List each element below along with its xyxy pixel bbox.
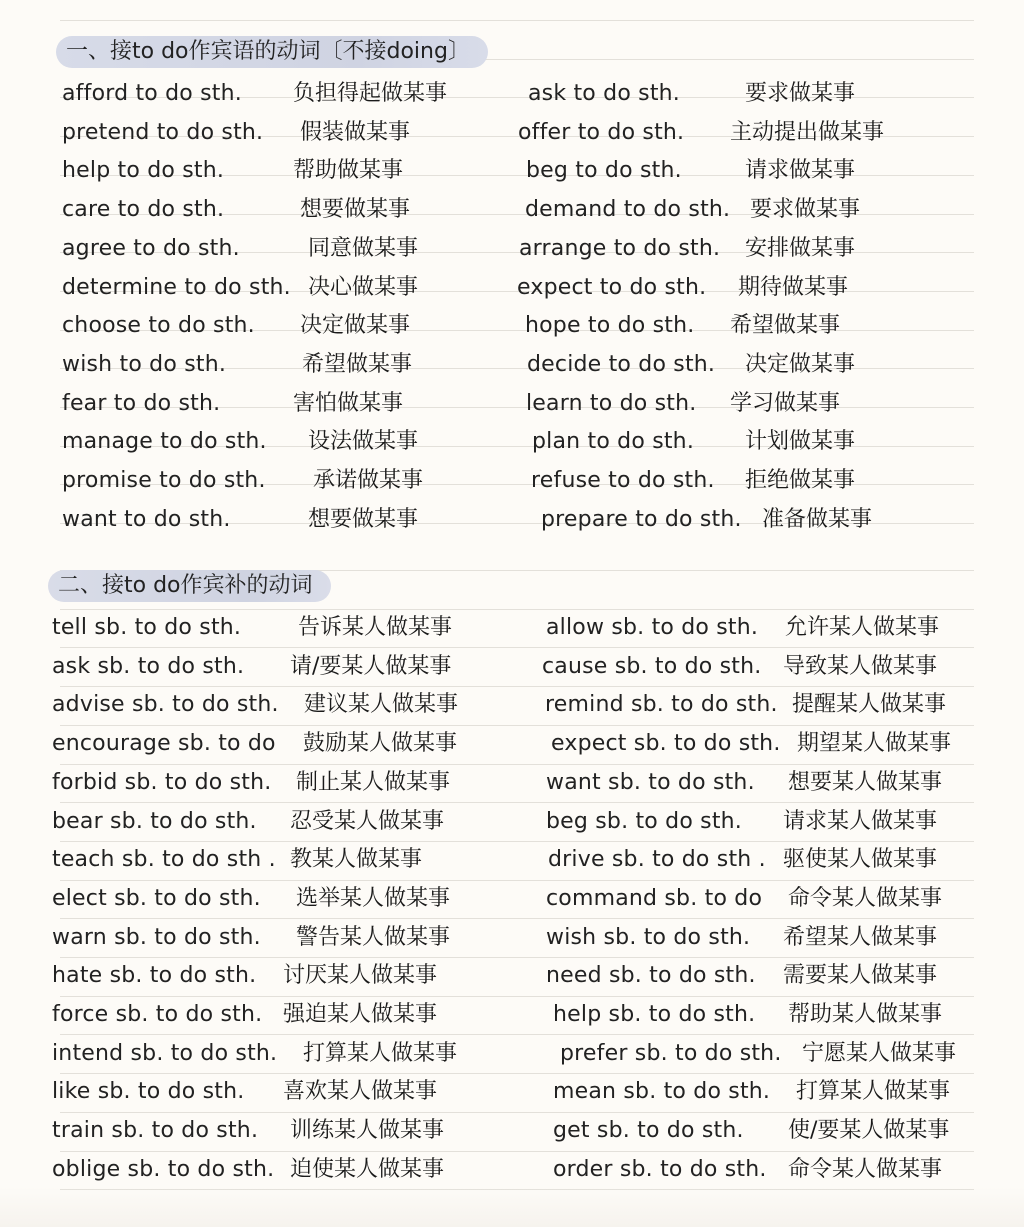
vocab-row (0, 191, 1024, 229)
verb-phrase: demand to do sth. (525, 197, 731, 222)
verb-phrase: decide to do sth. (527, 352, 716, 377)
chinese-meaning: 准备做某事 (762, 507, 873, 532)
chinese-meaning: 请求做某事 (745, 158, 856, 183)
chinese-meaning: 请/要某人做某事 (290, 654, 452, 679)
verb-phrase: wish to do sth. (62, 352, 227, 377)
verb-phrase: refuse to do sth. (531, 468, 715, 493)
chinese-meaning: 决心做某事 (308, 275, 419, 300)
verb-phrase: drive sb. to do sth . (548, 847, 766, 872)
verb-phrase: remind sb. to do sth. (545, 692, 778, 717)
vocab-row (0, 803, 1024, 841)
verb-phrase: manage to do sth. (62, 429, 267, 454)
vocab-row (0, 686, 1024, 724)
verb-phrase: help sb. to do sth. (553, 1002, 756, 1027)
chinese-meaning: 帮助做某事 (293, 158, 404, 183)
vocab-row (0, 230, 1024, 268)
chinese-meaning: 打算某人做某事 (796, 1079, 951, 1104)
vocab-row (0, 1035, 1024, 1073)
rule-line (60, 20, 974, 21)
verb-phrase: arrange to do sth. (519, 236, 721, 261)
chinese-meaning: 驱使某人做某事 (783, 847, 938, 872)
verb-phrase: expect to do sth. (517, 275, 707, 300)
verb-phrase: allow sb. to do sth. (546, 615, 759, 640)
verb-phrase: ask sb. to do sth. (52, 654, 245, 679)
verb-phrase: beg to do sth. (526, 158, 682, 183)
chinese-meaning: 假装做某事 (300, 120, 411, 145)
chinese-meaning: 允许某人做某事 (785, 615, 940, 640)
chinese-meaning: 希望某人做某事 (783, 925, 938, 950)
verb-phrase: offer to do sth. (518, 120, 685, 145)
vocab-row (0, 152, 1024, 190)
chinese-meaning: 训练某人做某事 (290, 1118, 445, 1143)
chinese-meaning: 帮助某人做某事 (788, 1002, 943, 1027)
verb-phrase: need sb. to do sth. (546, 963, 756, 988)
verb-phrase: help to do sth. (62, 158, 225, 183)
chinese-meaning: 需要某人做某事 (783, 963, 938, 988)
verb-phrase: determine to do sth. (62, 275, 291, 300)
chinese-meaning: 要求做某事 (745, 81, 856, 106)
verb-phrase: order sb. to do sth. (553, 1157, 767, 1182)
chinese-meaning: 主动提出做某事 (730, 120, 885, 145)
chinese-meaning: 拒绝做某事 (745, 468, 856, 493)
verb-phrase: bear sb. to do sth. (52, 809, 257, 834)
verb-phrase: want sb. to do sth. (546, 770, 755, 795)
verb-phrase: tell sb. to do sth. (52, 615, 242, 640)
chinese-meaning: 忍受某人做某事 (290, 809, 445, 834)
verb-phrase: forbid sb. to do sth. (52, 770, 272, 795)
chinese-meaning: 打算某人做某事 (303, 1041, 458, 1066)
verb-phrase: intend sb. to do sth. (52, 1041, 278, 1066)
chinese-meaning: 想要做某事 (300, 197, 411, 222)
chinese-meaning: 选举某人做某事 (296, 886, 451, 911)
chinese-meaning: 同意做某事 (308, 236, 419, 261)
verb-phrase: elect sb. to do sth. (52, 886, 261, 911)
verb-phrase: warn sb. to do sth. (52, 925, 261, 950)
chinese-meaning: 制止某人做某事 (296, 770, 451, 795)
vocab-row (0, 269, 1024, 307)
chinese-meaning: 讨厌某人做某事 (283, 963, 438, 988)
chinese-meaning: 警告某人做某事 (296, 925, 451, 950)
chinese-meaning: 请求某人做某事 (783, 809, 938, 834)
verb-phrase: hate sb. to do sth. (52, 963, 257, 988)
verb-phrase: teach sb. to do sth . (52, 847, 276, 872)
chinese-meaning: 命令某人做某事 (788, 886, 943, 911)
vocab-row (0, 1112, 1024, 1150)
verb-phrase: wish sb. to do sth. (546, 925, 751, 950)
chinese-meaning: 强迫某人做某事 (283, 1002, 438, 1027)
section-title: 一、接to do作宾语的动词〔不接doing〕 (56, 36, 488, 68)
chinese-meaning: 宁愿某人做某事 (802, 1041, 957, 1066)
vocab-row (0, 307, 1024, 345)
verb-phrase: prepare to do sth. (541, 507, 742, 532)
verb-phrase: cause sb. to do sth. (542, 654, 762, 679)
vocab-row (0, 462, 1024, 500)
vocab-row (0, 1073, 1024, 1111)
verb-phrase: mean sb. to do sth. (553, 1079, 771, 1104)
verb-phrase: plan to do sth. (532, 429, 695, 454)
verb-phrase: pretend to do sth. (62, 120, 264, 145)
vocab-row (0, 501, 1024, 539)
vocab-row (0, 957, 1024, 995)
vocab-row (0, 919, 1024, 957)
chinese-meaning: 负担得起做某事 (293, 81, 448, 106)
verb-phrase: ask to do sth. (528, 81, 680, 106)
verb-phrase: train sb. to do sth. (52, 1118, 259, 1143)
chinese-meaning: 告诉某人做某事 (298, 615, 453, 640)
chinese-meaning: 想要某人做某事 (788, 770, 943, 795)
vocab-row (0, 764, 1024, 802)
chinese-meaning: 鼓励某人做某事 (303, 731, 458, 756)
chinese-meaning: 决定做某事 (300, 313, 411, 338)
chinese-meaning: 承诺做某事 (313, 468, 424, 493)
verb-phrase: get sb. to do sth. (553, 1118, 744, 1143)
vocab-row (0, 385, 1024, 423)
chinese-meaning: 使/要某人做某事 (788, 1118, 950, 1143)
vocab-row (0, 609, 1024, 647)
verb-phrase: beg sb. to do sth. (546, 809, 742, 834)
chinese-meaning: 希望做某事 (302, 352, 413, 377)
chinese-meaning: 建议某人做某事 (304, 692, 459, 717)
vocab-row (0, 114, 1024, 152)
chinese-meaning: 喜欢某人做某事 (283, 1079, 438, 1104)
verb-phrase: promise to do sth. (62, 468, 266, 493)
chinese-meaning: 期待做某事 (738, 275, 849, 300)
vocab-row (0, 648, 1024, 686)
verb-phrase: hope to do sth. (525, 313, 695, 338)
chinese-meaning: 想要做某事 (308, 507, 419, 532)
chinese-meaning: 提醒某人做某事 (792, 692, 947, 717)
verb-phrase: care to do sth. (62, 197, 225, 222)
vocab-row (0, 725, 1024, 763)
chinese-meaning: 安排做某事 (745, 236, 856, 261)
verb-phrase: force sb. to do sth. (52, 1002, 263, 1027)
chinese-meaning: 期望某人做某事 (797, 731, 952, 756)
verb-phrase: command sb. to do (546, 886, 763, 911)
vocab-row (0, 996, 1024, 1034)
verb-phrase: expect sb. to do sth. (551, 731, 781, 756)
chinese-meaning: 决定做某事 (745, 352, 856, 377)
verb-phrase: oblige sb. to do sth. (52, 1157, 275, 1182)
verb-phrase: choose to do sth. (62, 313, 255, 338)
verb-phrase: want to do sth. (62, 507, 231, 532)
verb-phrase: afford to do sth. (62, 81, 242, 106)
verb-phrase: like sb. to do sth. (52, 1079, 245, 1104)
chinese-meaning: 导致某人做某事 (783, 654, 938, 679)
chinese-meaning: 希望做某事 (730, 313, 841, 338)
verb-phrase: learn to do sth. (526, 391, 697, 416)
chinese-meaning: 命令某人做某事 (788, 1157, 943, 1182)
chinese-meaning: 迫使某人做某事 (290, 1157, 445, 1182)
vocab-row (0, 880, 1024, 918)
verb-phrase: encourage sb. to do (52, 731, 276, 756)
verb-phrase: agree to do sth. (62, 236, 240, 261)
verb-phrase: fear to do sth. (62, 391, 221, 416)
page-bottom-shade (0, 1187, 1024, 1227)
verb-phrase: advise sb. to do sth. (52, 692, 279, 717)
chinese-meaning: 害怕做某事 (293, 391, 404, 416)
section-title: 二、接to do作宾补的动词 (48, 570, 331, 602)
verb-phrase: prefer sb. to do sth. (560, 1041, 782, 1066)
chinese-meaning: 计划做某事 (745, 429, 856, 454)
vocab-row (0, 423, 1024, 461)
vocab-row (0, 75, 1024, 113)
vocab-row (0, 346, 1024, 384)
vocab-row (0, 1151, 1024, 1189)
chinese-meaning: 学习做某事 (730, 391, 841, 416)
chinese-meaning: 教某人做某事 (290, 847, 423, 872)
chinese-meaning: 设法做某事 (308, 429, 419, 454)
chinese-meaning: 要求做某事 (750, 197, 861, 222)
vocab-row (0, 841, 1024, 879)
